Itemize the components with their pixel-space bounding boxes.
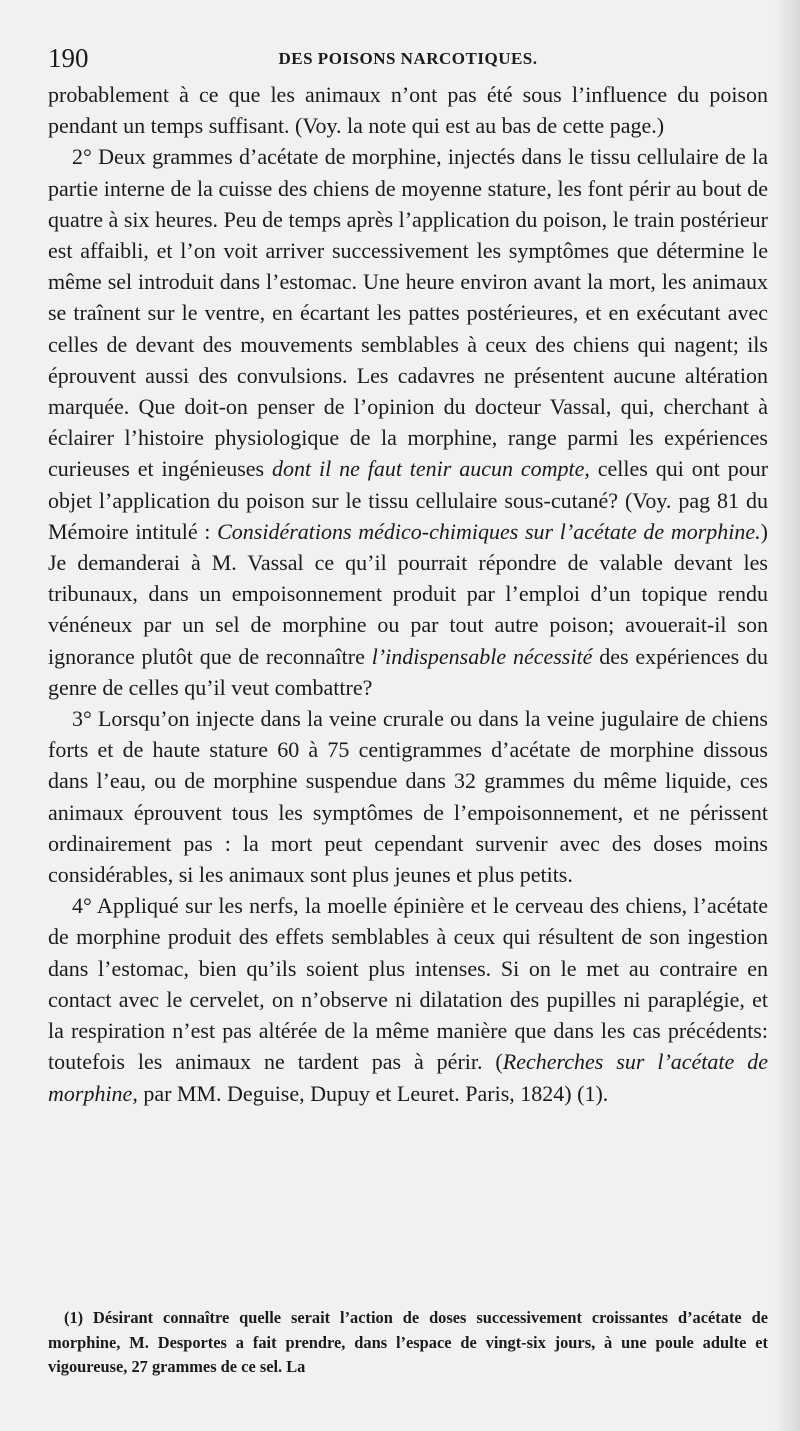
- text-run: ) Je demanderai à M. Vassal ce qu’il pourrait répondre de valable devant les tribunaux, dans un empoisonnement produit par l’emploi d’un topique rendu vénéneux par un sel de morphine ou par tout autre poison; avouerait-il son ignorance plutôt que de reconnaître: [48, 518, 768, 669]
- text-run: des expériences du genre de celles qu’il veut combattre?: [48, 643, 768, 700]
- paragraph-continuation: [48, 79, 768, 141]
- italic-run: dont il ne faut tenir aucun compte,: [272, 456, 590, 482]
- text-run: celles qui ont pour objet l’application du poison sur le tissu cellulaire sous-cutané? (Voy. pag 81 du Mémoire intitulé :: [48, 456, 769, 544]
- body-text: [48, 79, 768, 1109]
- footnote-text: (1) Désirant connaître quelle serait l’action de doses successivement croissantes d’acétate de morphine, M. Desportes a fait prendre, dans l’espace de vingt-six jours, à une poule adulte et vigoureuse, 27 grammes de ce sel. La: [48, 1308, 768, 1376]
- paragraph-4-nervous-system: [48, 890, 768, 1108]
- text-run: 2° Deux grammes d’acétate de morphine, injectés dans le tissu cellulaire de la partie interne de la cuisse des chiens de moyenne stature, les font périr au bout de quatre à six heures. Peu de temps après l’application du poison, le train postérieur est affaibli, et l’on voit arriver successivement les symptômes que détermine le même sel introduit dans l’estomac. Une heure environ avant la mort, les animaux se traînent sur le ventre, en écartant les pattes postérieures, et en exécutant avec celles de devant des mouvements semblables à ceux des chiens qui nagent; ils éprouvent aussi des convulsions. Les cadavres ne présentent aucune altération marquée. Que doit-on penser de l’opinion du docteur Vassal, qui, cherchant à éclairer l’histoire physiologique de la morphine, range parmi les expériences curieuses et ingénieuses: [48, 144, 768, 482]
- text-run: 3° Lorsqu’on injecte dans la veine crurale ou dans la veine jugulaire de chiens forts et de haute stature 60 à 75 centigrammes d’acétate de morphine dissous dans l’eau, ou de morphine suspendue dans 32 grammes du même liquide, ces animaux éprouvent tous les symptômes de l’empoisonnement, et ne périssent ordinairement pas : la mort peut cependant survenir avec des doses moins considérables, si les animaux sont plus jeunes et plus petits.: [48, 706, 768, 888]
- page-number: 190: [48, 43, 89, 73]
- text-run: par MM. Deguise, Dupuy et Leuret. Paris, 1824) (1).: [137, 1080, 609, 1106]
- italic-run: Recherches sur l’acétate de morphine,: [48, 1049, 768, 1106]
- paragraph-2-subcutaneous: [48, 141, 768, 703]
- text-run: 4° Appliqué sur les nerfs, la moelle épinière et le cerveau des chiens, l’acétate de morphine produit des effets semblables à ceux qui résultent de son ingestion dans l’estomac, bien qu’ils soient plus intenses. Si on le met au contraire en contact avec le cervelet, on n’observe ni dilatation des pupilles ni paraplégie, et la respiration n’est pas altérée de la même manière que dans les cas précédents: toutefois les animaux ne tardent pas à périr. (: [48, 893, 768, 1075]
- text-run: probablement à ce que les animaux n’ont pas été sous l’influence du poison pendant un temps suffisant. (Voy. la note qui est au bas de cette page.): [48, 82, 768, 139]
- italic-run: Considérations médico-chimiques sur l’acétate de morphine.: [217, 518, 761, 544]
- footnote: [48, 1306, 768, 1380]
- page-header: [48, 38, 768, 78]
- paragraph-3-intravenous: [48, 703, 768, 890]
- italic-run: l’indispensable nécessité: [371, 643, 593, 669]
- running-title: DES POISONS NARCOTIQUES.: [278, 49, 538, 68]
